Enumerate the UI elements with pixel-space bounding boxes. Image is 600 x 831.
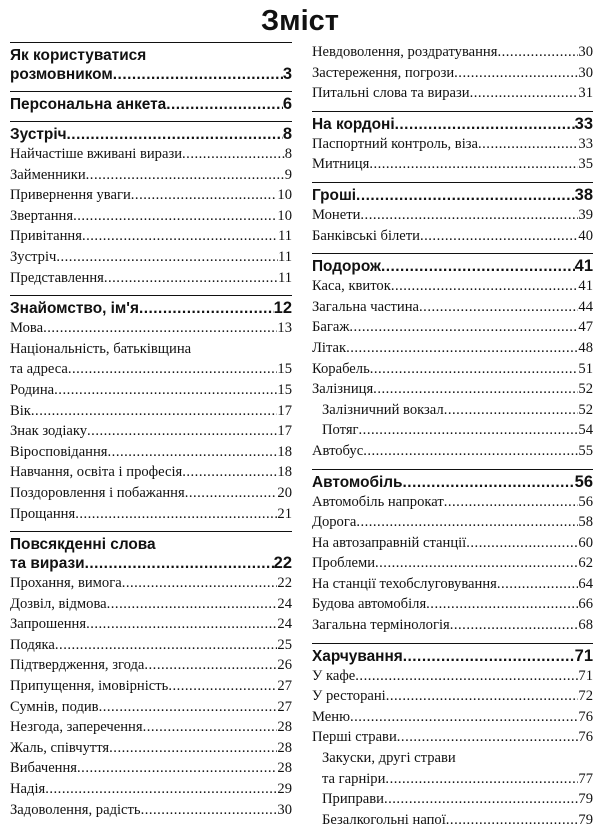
toc-entry-label: Мова [10,320,44,337]
toc-entry-label: Залізничний вокзал [322,401,444,418]
dot-leader [426,594,578,615]
toc-item[interactable] [10,614,292,635]
toc-page-number: 77 [578,770,593,787]
dot-leader [446,810,579,831]
dot-leader [444,492,579,513]
dot-leader [420,226,578,247]
dot-leader [397,727,579,748]
toc-entry-label: Митниця [312,156,370,173]
toc-entry-label: Автомобіль [312,473,403,491]
toc-entry-label: Монети [312,206,361,223]
dot-leader [85,554,274,573]
toc-page-number: 58 [578,514,593,531]
toc-right-column [312,42,593,830]
toc-item[interactable] [312,379,593,400]
dot-leader [349,317,578,338]
toc-section[interactable] [10,121,292,144]
toc-entry-label: Звертання [10,207,74,224]
toc-entry-label: Літак [312,339,347,356]
toc-subitem[interactable] [312,789,593,810]
toc-entry-label: Зустріч [10,248,57,265]
toc-item[interactable] [312,276,593,297]
toc-page-number: 35 [578,156,593,173]
toc-subitem[interactable] [312,420,593,441]
toc-entry-label: На автозаправній станції [312,534,467,551]
toc-entry-label: Вік [10,402,31,419]
toc-section[interactable] [312,253,593,276]
toc-entry-label: Питальні слова та вирази [312,85,470,102]
toc-page-number: 76 [578,708,593,725]
dot-leader [45,779,277,800]
toc-page-number: 79 [578,791,593,808]
toc-entry-label: та адреса [10,361,68,378]
toc-page-number: 15 [277,381,292,398]
toc-entry-label: Невдоволення, роздратування [312,44,498,60]
toc-item[interactable] [312,666,593,687]
toc-entry-label: Перші страви [312,729,397,746]
toc-entry-label: На кордоні [312,115,395,133]
toc-entry-label: У ресторані [312,688,386,705]
toc-page-number: 6 [282,95,292,113]
toc-page-number: 17 [277,402,292,419]
dot-leader [381,257,575,276]
toc-item[interactable] [10,268,292,289]
toc-item[interactable] [10,401,292,422]
dot-leader [166,95,283,114]
toc-page-number: 27 [277,678,292,695]
dot-leader [356,186,575,205]
toc-subitem[interactable] [312,400,593,421]
toc-item[interactable] [10,165,292,186]
toc-item[interactable] [312,42,593,63]
toc-item[interactable] [10,206,292,227]
toc-page-number: 11 [277,228,292,245]
toc-subitem[interactable] [312,810,593,831]
toc-page-number: 12 [273,299,292,318]
toc-entry-label: Знак зодіаку [10,423,88,440]
toc-section[interactable] [312,469,593,492]
toc-section[interactable] [312,182,593,205]
toc-entry-label: Банківські білети [312,227,420,244]
toc-entry-label: Вибачення [10,760,78,777]
toc-page-number: 38 [574,185,593,204]
toc-page-number: 30 [578,64,593,81]
dot-leader [497,574,579,595]
toc-item[interactable] [312,297,593,318]
dot-leader [107,594,278,615]
toc-item[interactable] [312,512,593,533]
toc-page-number: 40 [578,227,593,244]
dot-leader [139,299,274,318]
dot-leader [444,400,579,421]
toc-item[interactable] [312,359,593,380]
toc-item[interactable] [10,144,292,165]
toc-page-number: 11 [277,248,292,265]
dot-leader [131,185,278,206]
toc-item[interactable] [10,339,292,380]
toc-entry-label: Меню [312,708,350,725]
toc-section[interactable] [312,111,593,134]
toc-item[interactable] [312,154,593,175]
toc-item[interactable] [312,205,593,226]
dot-leader [182,144,285,165]
toc-page-number: 44 [578,298,593,315]
toc-page-number: 18 [277,464,292,481]
toc-entry-label: Національність, батьківщина [10,340,192,357]
toc-item[interactable] [10,697,292,718]
toc-page-number: 27 [277,698,292,715]
toc-entry-label: Надія [10,781,46,798]
dot-leader [360,205,578,226]
dot-leader [466,533,578,554]
toc-item[interactable] [312,615,593,636]
toc-entry-label: Привернення уваги [10,187,131,204]
dot-leader [182,462,277,483]
dot-leader [109,738,277,759]
toc-item[interactable] [10,226,292,247]
toc-page-number: 25 [277,636,292,653]
dot-leader [356,512,578,533]
toc-item[interactable] [10,800,292,821]
toc-section[interactable] [10,91,292,114]
toc-entry-label: Залізниця [312,381,374,398]
toc-item[interactable] [10,779,292,800]
toc-item[interactable] [312,63,593,84]
toc-entry-label: Знайомство, ім'я [10,300,139,318]
toc-page-number: 79 [578,811,593,828]
dot-leader [67,125,283,144]
toc-entry-label: Запрошення [10,616,87,633]
toc-entry-label: Подорож [312,258,381,276]
dot-leader [75,504,277,525]
dot-leader [141,800,278,821]
toc-entry-label: Харчування [312,647,403,665]
toc-page-number: 18 [277,443,292,460]
toc-page-number: 15 [277,361,292,378]
dot-leader [99,697,278,718]
toc-page-number: 24 [277,616,292,633]
toc-entry-label: та вирази [10,555,85,573]
toc-entry-label: Припущення, імовірність [10,678,169,695]
toc-entry-label: Займенники [10,166,86,183]
toc-item[interactable] [312,441,593,462]
toc-section[interactable] [10,42,292,84]
toc-page-number: 31 [578,85,593,102]
toc-item[interactable] [312,553,593,574]
dot-leader [369,154,578,175]
toc-page-number: 47 [578,319,593,336]
dot-leader [391,276,579,297]
toc-entry-label: Проблеми [312,555,375,572]
dot-leader [350,707,578,728]
toc-entry-label: Корабель [312,360,370,377]
dot-leader [56,247,278,268]
toc-item[interactable] [10,421,292,442]
toc-page-number: 9 [284,166,292,183]
toc-entry-label: Незгода, заперечення [10,719,143,736]
toc-entry-label: Застереження, погрози [312,64,455,81]
toc-page-number: 41 [574,257,593,276]
toc-item[interactable] [10,247,292,268]
toc-entry-label: Багаж [312,319,350,336]
toc-item[interactable] [10,185,292,206]
toc-item[interactable] [10,380,292,401]
dot-leader [419,297,578,318]
dot-leader [395,115,575,134]
toc-entry-label: Сумнів, подив [10,698,99,715]
toc-page-number: 68 [578,617,593,634]
toc-entry-label: Жаль, співчуття [10,739,110,756]
toc-section[interactable] [10,531,292,573]
toc-entry-label: На станції техобслуговування [312,575,497,592]
toc-page-number: 52 [578,381,593,398]
toc-page-number: 76 [578,729,593,746]
toc-entry-label: Підтвердження, згода [10,657,145,674]
toc-page-number: 66 [578,596,593,613]
toc-page-number: 71 [578,667,593,684]
toc-page-number: 30 [277,801,292,818]
toc-entry-label: Закуски, другі страви [322,750,456,767]
toc-item[interactable] [312,226,593,247]
toc-item[interactable] [10,738,292,759]
toc-item[interactable] [312,707,593,728]
toc-entry-label: Як користуватися [10,47,147,64]
toc-entry-label: та гарніри [322,770,386,787]
dot-leader [355,666,578,687]
toc-left-column [10,42,292,820]
toc-item[interactable] [10,504,292,525]
toc-page-number: 39 [578,206,593,223]
toc-page-number: 64 [578,575,593,592]
toc-entry-label: Прохання, вимога [10,575,122,592]
toc-item[interactable] [312,492,593,513]
toc-page-number: 62 [578,555,593,572]
dot-leader [168,676,277,697]
toc-entry-label: Подяка [10,636,55,653]
toc-page-number: 24 [277,595,292,612]
toc-entry-label: Паспортний контроль, віза [312,135,478,152]
toc-section[interactable] [10,295,292,318]
toc-entry-label: Представлення [10,269,104,286]
toc-entry-label: Повсякденні слова [10,536,156,554]
toc-entry-label: Віросповідання [10,443,108,460]
toc-page-number: 72 [578,688,593,705]
dot-leader [373,379,578,400]
toc-entry-label: Будова автомобіля [312,596,427,613]
toc-entry-label: Прощання [10,505,76,522]
dot-leader [104,268,278,289]
dot-leader [470,83,579,104]
toc-page-number: 22 [273,554,292,573]
toc-entry-label: Автобус [312,442,364,459]
toc-page-number: 28 [277,719,292,736]
toc-entry-label: Задоволення, радість [10,801,141,818]
dot-leader [385,769,578,790]
toc-item[interactable] [10,758,292,779]
dot-leader [384,789,578,810]
toc-entry-label: Дозвіл, відмова [10,595,107,612]
toc-item[interactable] [10,635,292,656]
toc-item[interactable] [312,83,593,104]
toc-page-number: 55 [578,442,593,459]
dot-leader [359,420,579,441]
toc-page-number: 28 [277,760,292,777]
dot-leader [386,686,579,707]
toc-entry-label: Привітання [10,228,82,245]
dot-leader [375,553,578,574]
dot-leader [86,165,285,186]
dot-leader [55,635,278,656]
dot-leader [143,717,278,738]
toc-item[interactable] [10,676,292,697]
toc-item[interactable] [312,134,593,155]
toc-item[interactable] [312,317,593,338]
toc-item[interactable] [10,483,292,504]
toc-entry-label: У кафе [312,667,356,684]
toc-page-number: 3 [282,65,292,83]
toc-page-number: 48 [578,339,593,356]
toc-item[interactable] [10,573,292,594]
toc-page-number: 21 [277,505,292,522]
toc-page-number: 10 [277,207,292,224]
toc-page-number: 30 [578,44,593,60]
toc-entry-label: Автомобіль напрокат [312,493,444,510]
toc-entry-label: Приправи [322,791,384,808]
toc-entry-label: Дорога [312,514,357,531]
dot-leader [87,421,277,442]
dot-leader [370,359,579,380]
toc-entry-label: Родина [10,381,55,398]
toc-page-number: 56 [574,472,593,491]
dot-leader [77,758,277,779]
page-title: Зміст [260,5,339,37]
toc-page-number: 41 [578,278,593,295]
dot-leader [144,655,277,676]
toc-page-number: 29 [277,781,292,798]
toc-page-number: 20 [277,484,292,501]
dot-leader [82,226,278,247]
dot-leader [403,647,575,666]
dot-leader [31,401,278,422]
dot-leader [454,63,578,84]
toc-entry-label: Загальна частина [312,298,420,315]
toc-page-number: 8 [284,146,292,162]
dot-leader [478,134,578,155]
toc-entry-label: Каса, квиток [312,278,391,295]
toc-entry-label: Безалкогольні напої [322,811,446,828]
dot-leader [113,65,283,84]
dot-leader [497,42,578,63]
dot-leader [122,573,278,594]
toc-page-number: 56 [578,493,593,510]
dot-leader [403,473,575,492]
dot-leader [185,483,278,504]
dot-leader [346,338,578,359]
toc-page-number: 33 [578,135,593,152]
dot-leader [43,318,277,339]
toc-section[interactable] [312,643,593,666]
toc-item[interactable] [10,594,292,615]
toc-page-number: 71 [574,646,593,665]
dot-leader [86,614,277,635]
toc-entry-label: Найчастіше вживані вирази [10,146,183,162]
toc-item[interactable] [10,442,292,463]
dot-leader [54,380,277,401]
toc-item[interactable] [312,727,593,748]
toc-page-number: 52 [578,401,593,418]
dot-leader [450,615,579,636]
toc-subitem[interactable] [312,748,593,789]
toc-item[interactable] [312,338,593,359]
dot-leader [363,441,578,462]
toc-item[interactable] [312,574,593,595]
toc-item[interactable] [10,717,292,738]
toc-item[interactable] [10,655,292,676]
toc-entry-label: розмовником [10,66,113,83]
dot-leader [73,206,277,227]
toc-entry-label: Потяг [322,422,359,439]
toc-entry-label: Персональна анкета [10,96,167,113]
toc-page-number: 11 [277,269,292,286]
toc-page-number: 17 [277,423,292,440]
toc-page-number: 26 [277,657,292,674]
toc-page-number: 13 [277,320,292,337]
toc-page-number: 22 [277,575,292,592]
toc-entry-label: Зустріч [10,126,67,143]
toc-page-number: 54 [578,422,593,439]
toc-page-number: 60 [578,534,593,551]
toc-page-number: 28 [277,739,292,756]
dot-leader [68,359,278,380]
dot-leader [108,442,278,463]
toc-item[interactable] [312,594,593,615]
toc-entry-label: Навчання, освіта і професія [10,464,183,481]
toc-page-number: 33 [574,114,593,133]
toc-item[interactable] [312,686,593,707]
toc-item[interactable] [312,533,593,554]
toc-entry-label: Гроші [312,186,357,204]
toc-page-number: 10 [277,187,292,204]
toc-page-number: 8 [282,125,292,143]
toc-entry-label: Поздоровлення і побажання [10,484,185,501]
toc-entry-label: Загальна термінологія [312,617,450,634]
toc-item[interactable] [10,318,292,339]
toc-page-number: 51 [578,360,593,377]
toc-item[interactable] [10,462,292,483]
